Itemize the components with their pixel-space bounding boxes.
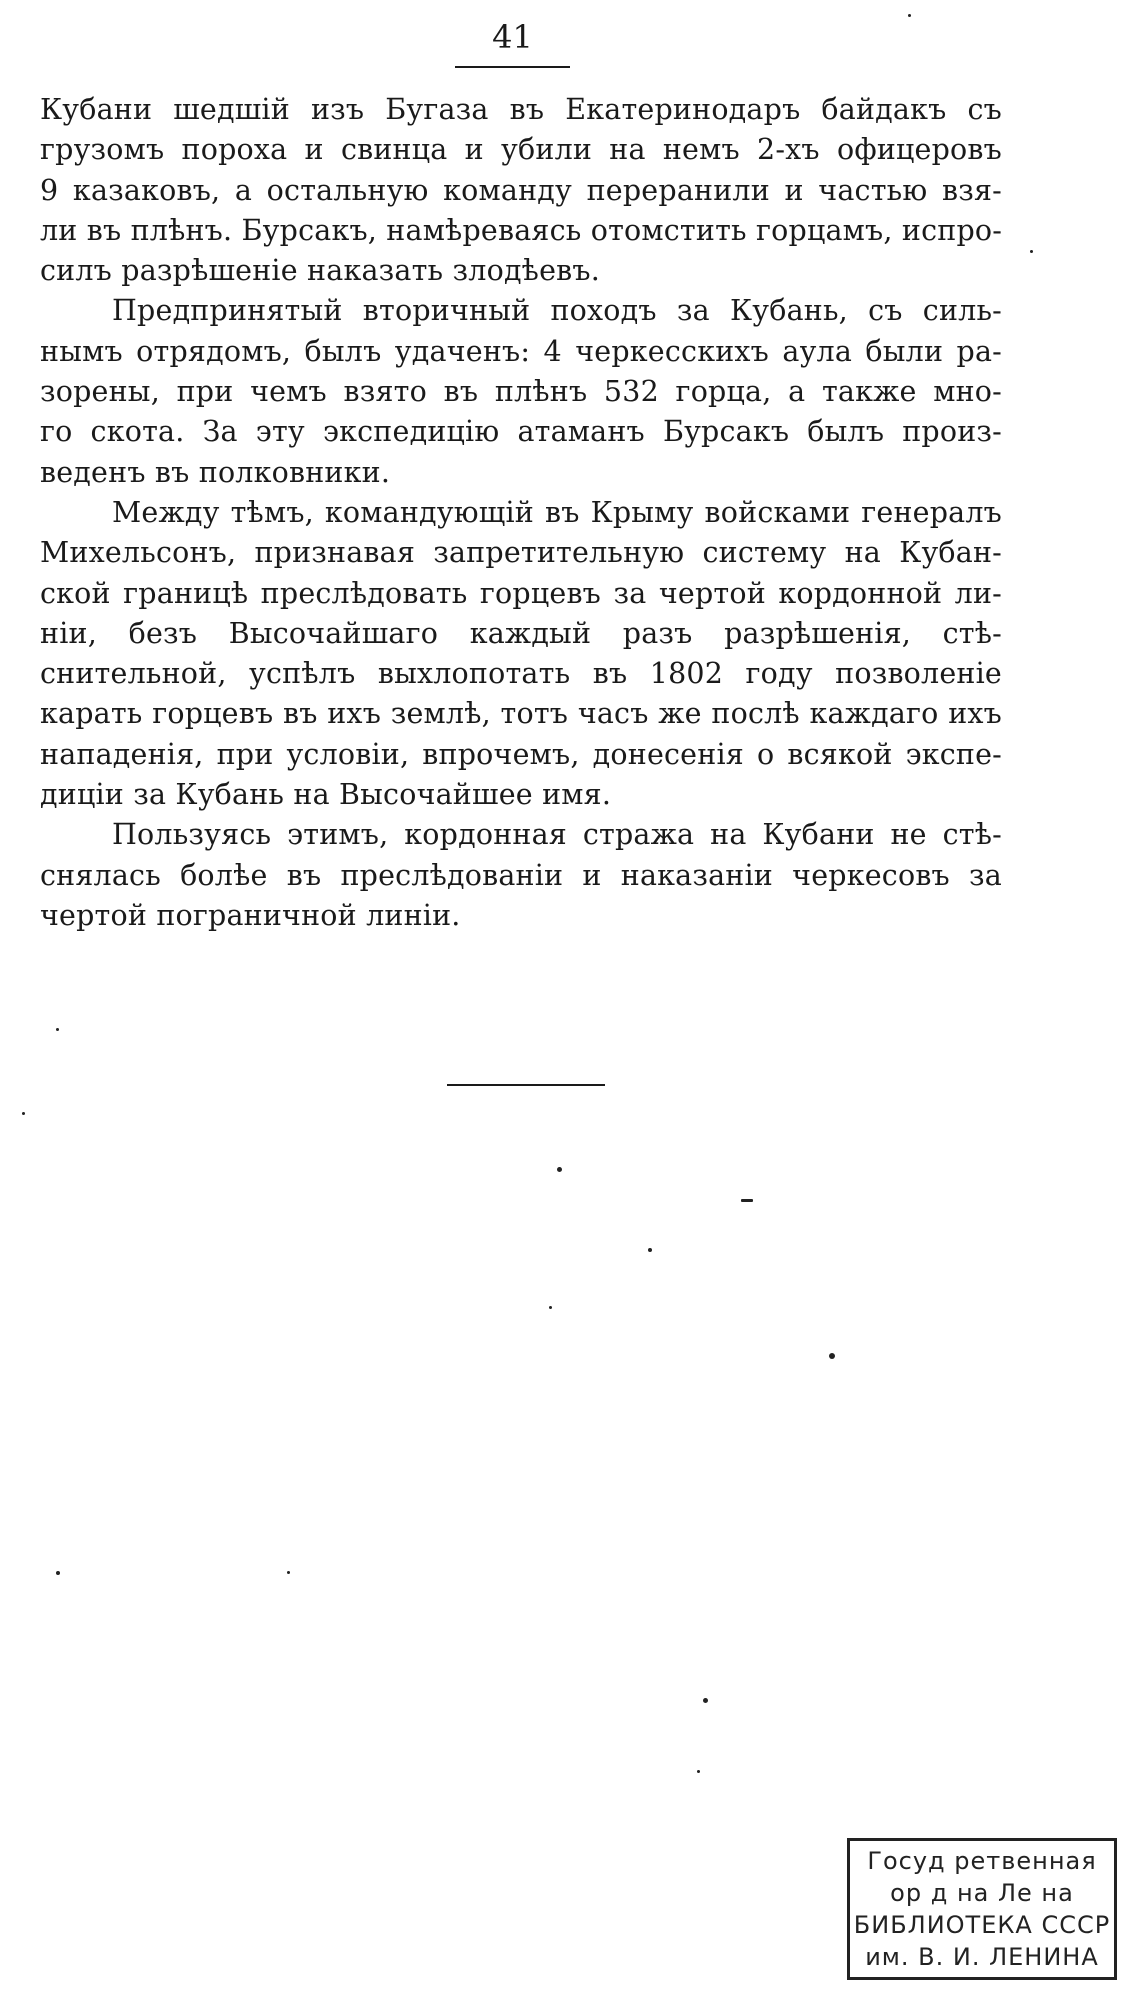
scan-speck bbox=[56, 1028, 59, 1031]
text-line: го скота. За эту экспедицію атаманъ Бурсакъ былъ произ- bbox=[40, 415, 1002, 449]
scan-speck bbox=[287, 1571, 290, 1574]
text-line: 9 казаковъ, а остальную команду переранили и частью взя- bbox=[40, 173, 1002, 207]
text-line: Кубани шедшій изъ Бугаза въ Екатеринодаръ байдакъ съ bbox=[40, 93, 1002, 126]
scan-speck bbox=[648, 1248, 652, 1252]
text-line: нымъ отрядомъ, былъ удаченъ: 4 черкесскихъ аула были ра- bbox=[40, 334, 1002, 368]
scan-speck bbox=[829, 1353, 835, 1359]
library-stamp bbox=[847, 1838, 1117, 1980]
text-line: снительной, успѣлъ выхлопотать въ 1802 году позволеніе bbox=[40, 657, 1002, 691]
scan-speck bbox=[1030, 250, 1033, 253]
scan-speck bbox=[557, 1167, 562, 1172]
text-line: ли въ плѣнъ. Бурсакъ, намѣреваясь отомстить горцамъ, испро- bbox=[40, 213, 1002, 247]
text-line: зорены, при чемъ взято въ плѣнъ 532 горца, а также мно- bbox=[40, 375, 1002, 409]
scan-speck bbox=[697, 1770, 700, 1773]
text-line: грузомъ пороха и свинца и убили на немъ 2-хъ офицеровъ bbox=[40, 133, 1002, 167]
stamp-line: БИБЛИОТЕКА СССР bbox=[853, 1911, 1111, 1939]
text-line: диціи за Кубань на Высочайшее имя. bbox=[40, 778, 612, 812]
text-line: силъ разрѣшеніе наказать злодѣевъ. bbox=[40, 254, 600, 288]
scan-speck bbox=[908, 14, 911, 17]
text-line: Между тѣмъ, командующій въ Крыму войсками генералъ bbox=[112, 495, 1002, 529]
scan-speck bbox=[741, 1199, 753, 1202]
stamp-line: ор д на Ле на bbox=[890, 1879, 1074, 1907]
scan-speck bbox=[22, 1112, 25, 1115]
text-line: Пользуясь этимъ, кордонная стража на Кубани не стѣ- bbox=[112, 818, 1002, 852]
stamp-line: им. В. И. ЛЕНИНА bbox=[865, 1943, 1099, 1971]
text-line: Предпринятый вторичный походъ за Кубань, съ силь- bbox=[112, 294, 1002, 328]
body-text bbox=[40, 90, 1002, 936]
text-line: снялась болѣе въ преслѣдованіи и наказаніи черкесовъ за bbox=[40, 858, 1002, 892]
section-end-rule bbox=[447, 1084, 605, 1086]
stamp-line: Госуд ретвенная bbox=[867, 1847, 1097, 1875]
scan-speck bbox=[549, 1306, 552, 1309]
text-line: ской границѣ преслѣдовать горцевъ за чертой кордонной ли- bbox=[40, 576, 1002, 610]
scan-speck bbox=[703, 1698, 708, 1703]
text-line: веденъ въ полковники. bbox=[40, 455, 391, 489]
text-line: Михельсонъ, признавая запретительную систему на Кубан- bbox=[40, 536, 1002, 570]
page-number-rule bbox=[455, 66, 570, 68]
text-line: чертой пограничной линіи. bbox=[40, 898, 461, 932]
scan-speck bbox=[56, 1571, 60, 1575]
text-line: карать горцевъ въ ихъ землѣ, тотъ часъ же послѣ каждаго ихъ bbox=[40, 697, 1002, 731]
text-line: ніи, безъ Высочайшаго каждый разъ разрѣшенія, стѣ- bbox=[40, 616, 1002, 650]
page-number: 41 bbox=[492, 18, 533, 56]
text-line: нападенія, при условіи, впрочемъ, донесенія о всякой экспе- bbox=[40, 737, 1002, 771]
